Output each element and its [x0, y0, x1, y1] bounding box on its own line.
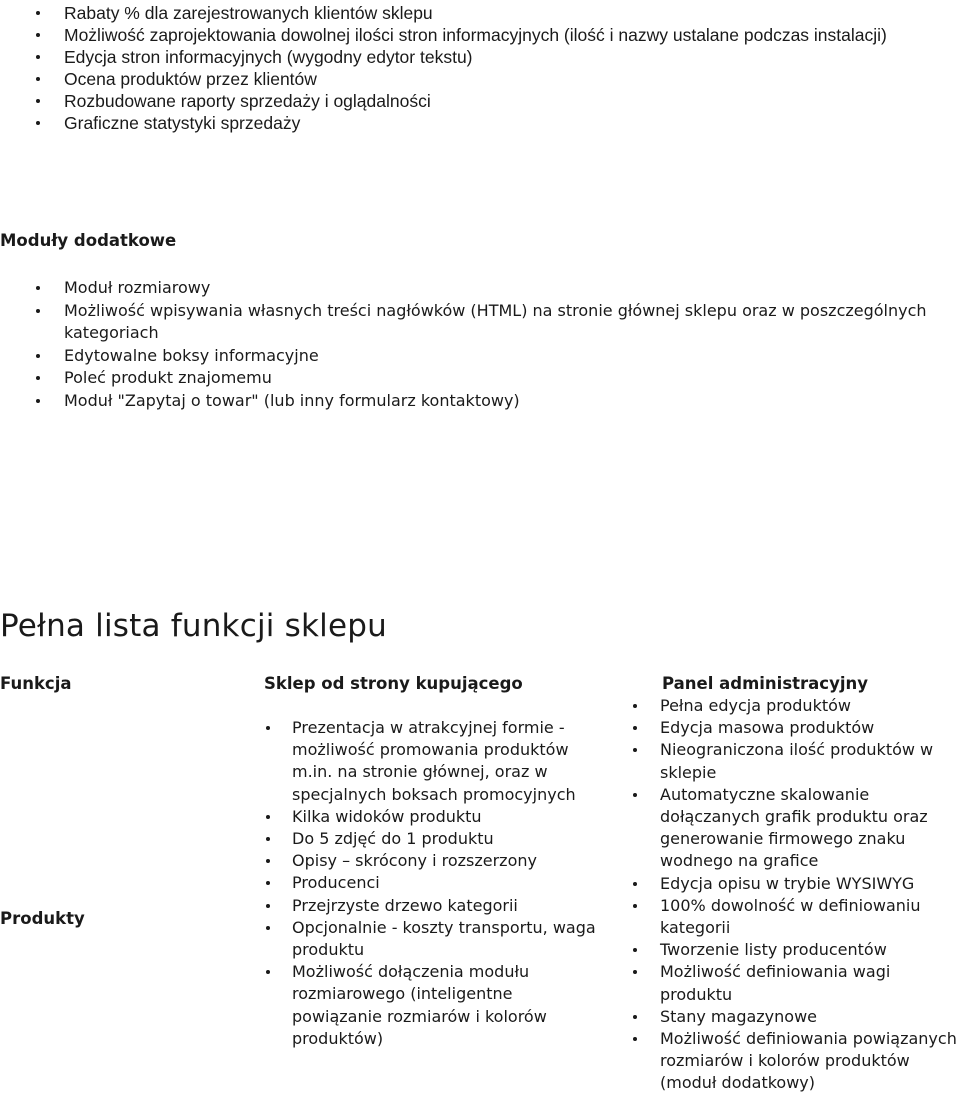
list-item: Możliwość definiowania powiązanych rozmiarów i kolorów produktów (moduł dodatkowy)	[0, 1028, 960, 1095]
addons-list	[0, 277, 960, 413]
list-item: Edytowalne boksy informacyjne	[0, 345, 960, 368]
list-item: Do 5 zdjęć do 1 produktu	[0, 828, 600, 850]
list-item: Stany magazynowe	[0, 1006, 960, 1028]
list-item: Poleć produkt znajomemu	[0, 367, 960, 390]
column-header-sklep: Sklep od strony kupującego	[264, 674, 523, 693]
list-item: Moduł "Zapytaj o towar" (lub inny formularz kontaktowy)	[0, 390, 960, 413]
list-item: 100% dowolność w definiowaniu kategorii	[0, 895, 960, 939]
list-item: Pełna edycja produktów	[0, 695, 960, 717]
list-item: Edycja stron informacyjnych (wygodny edytor tekstu)	[0, 46, 960, 68]
list-item: Rabaty % dla zarejestrowanych klientów sklepu	[0, 2, 960, 24]
list-item: Automatyczne skalowanie dołączanych grafik produktu oraz generowanie firmowego znaku wodnego na grafice	[0, 784, 960, 873]
list-item: Możliwość definiowania wagi produktu	[0, 961, 960, 1005]
list-item: Moduł rozmiarowy	[0, 277, 960, 300]
column-header-panel: Panel administracyjny	[662, 674, 868, 693]
list-item: Możliwość dołączenia modułu rozmiarowego (inteligentne powiązanie rozmiarów i kolorów produktów)	[0, 961, 600, 1050]
top-feature-list	[0, 2, 960, 134]
list-item: Prezentacja w atrakcyjnej formie - możliwość promowania produktów m.in. na stronie głównej, oraz w specjalnych boksach promocyjnych	[0, 717, 600, 806]
row-label-produkty: Produkty	[0, 909, 85, 928]
list-item: Tworzenie listy producentów	[0, 939, 960, 961]
list-item: Przejrzyste drzewo kategorii	[0, 895, 600, 917]
page-title: Pełna lista funkcji sklepu	[0, 608, 387, 644]
list-item: Graficzne statystyki sprzedaży	[0, 112, 960, 134]
list-item: Możliwość zaprojektowania dowolnej ilości stron informacyjnych (ilość i nazwy ustalane podczas instalacji)	[0, 24, 960, 46]
list-item: Ocena produktów przez klientów	[0, 68, 960, 90]
addons-heading: Moduły dodatkowe	[0, 231, 177, 250]
column-header-funkcja: Funkcja	[0, 674, 72, 693]
list-item: Kilka widoków produktu	[0, 806, 600, 828]
admin-side-list	[0, 695, 960, 1095]
list-item: Edycja opisu w trybie WYSIWYG	[0, 873, 960, 895]
list-item: Możliwość wpisywania własnych treści nagłówków (HTML) na stronie głównej sklepu oraz w poszczególnych kategoriach	[0, 300, 960, 345]
list-item: Producenci	[0, 872, 600, 894]
list-item: Opisy – skrócony i rozszerzony	[0, 850, 600, 872]
list-item: Nieograniczona ilość produktów w sklepie	[0, 739, 960, 783]
list-item: Edycja masowa produktów	[0, 717, 960, 739]
list-item: Opcjonalnie - koszty transportu, waga produktu	[0, 917, 600, 961]
list-item: Rozbudowane raporty sprzedaży i oglądalności	[0, 90, 960, 112]
